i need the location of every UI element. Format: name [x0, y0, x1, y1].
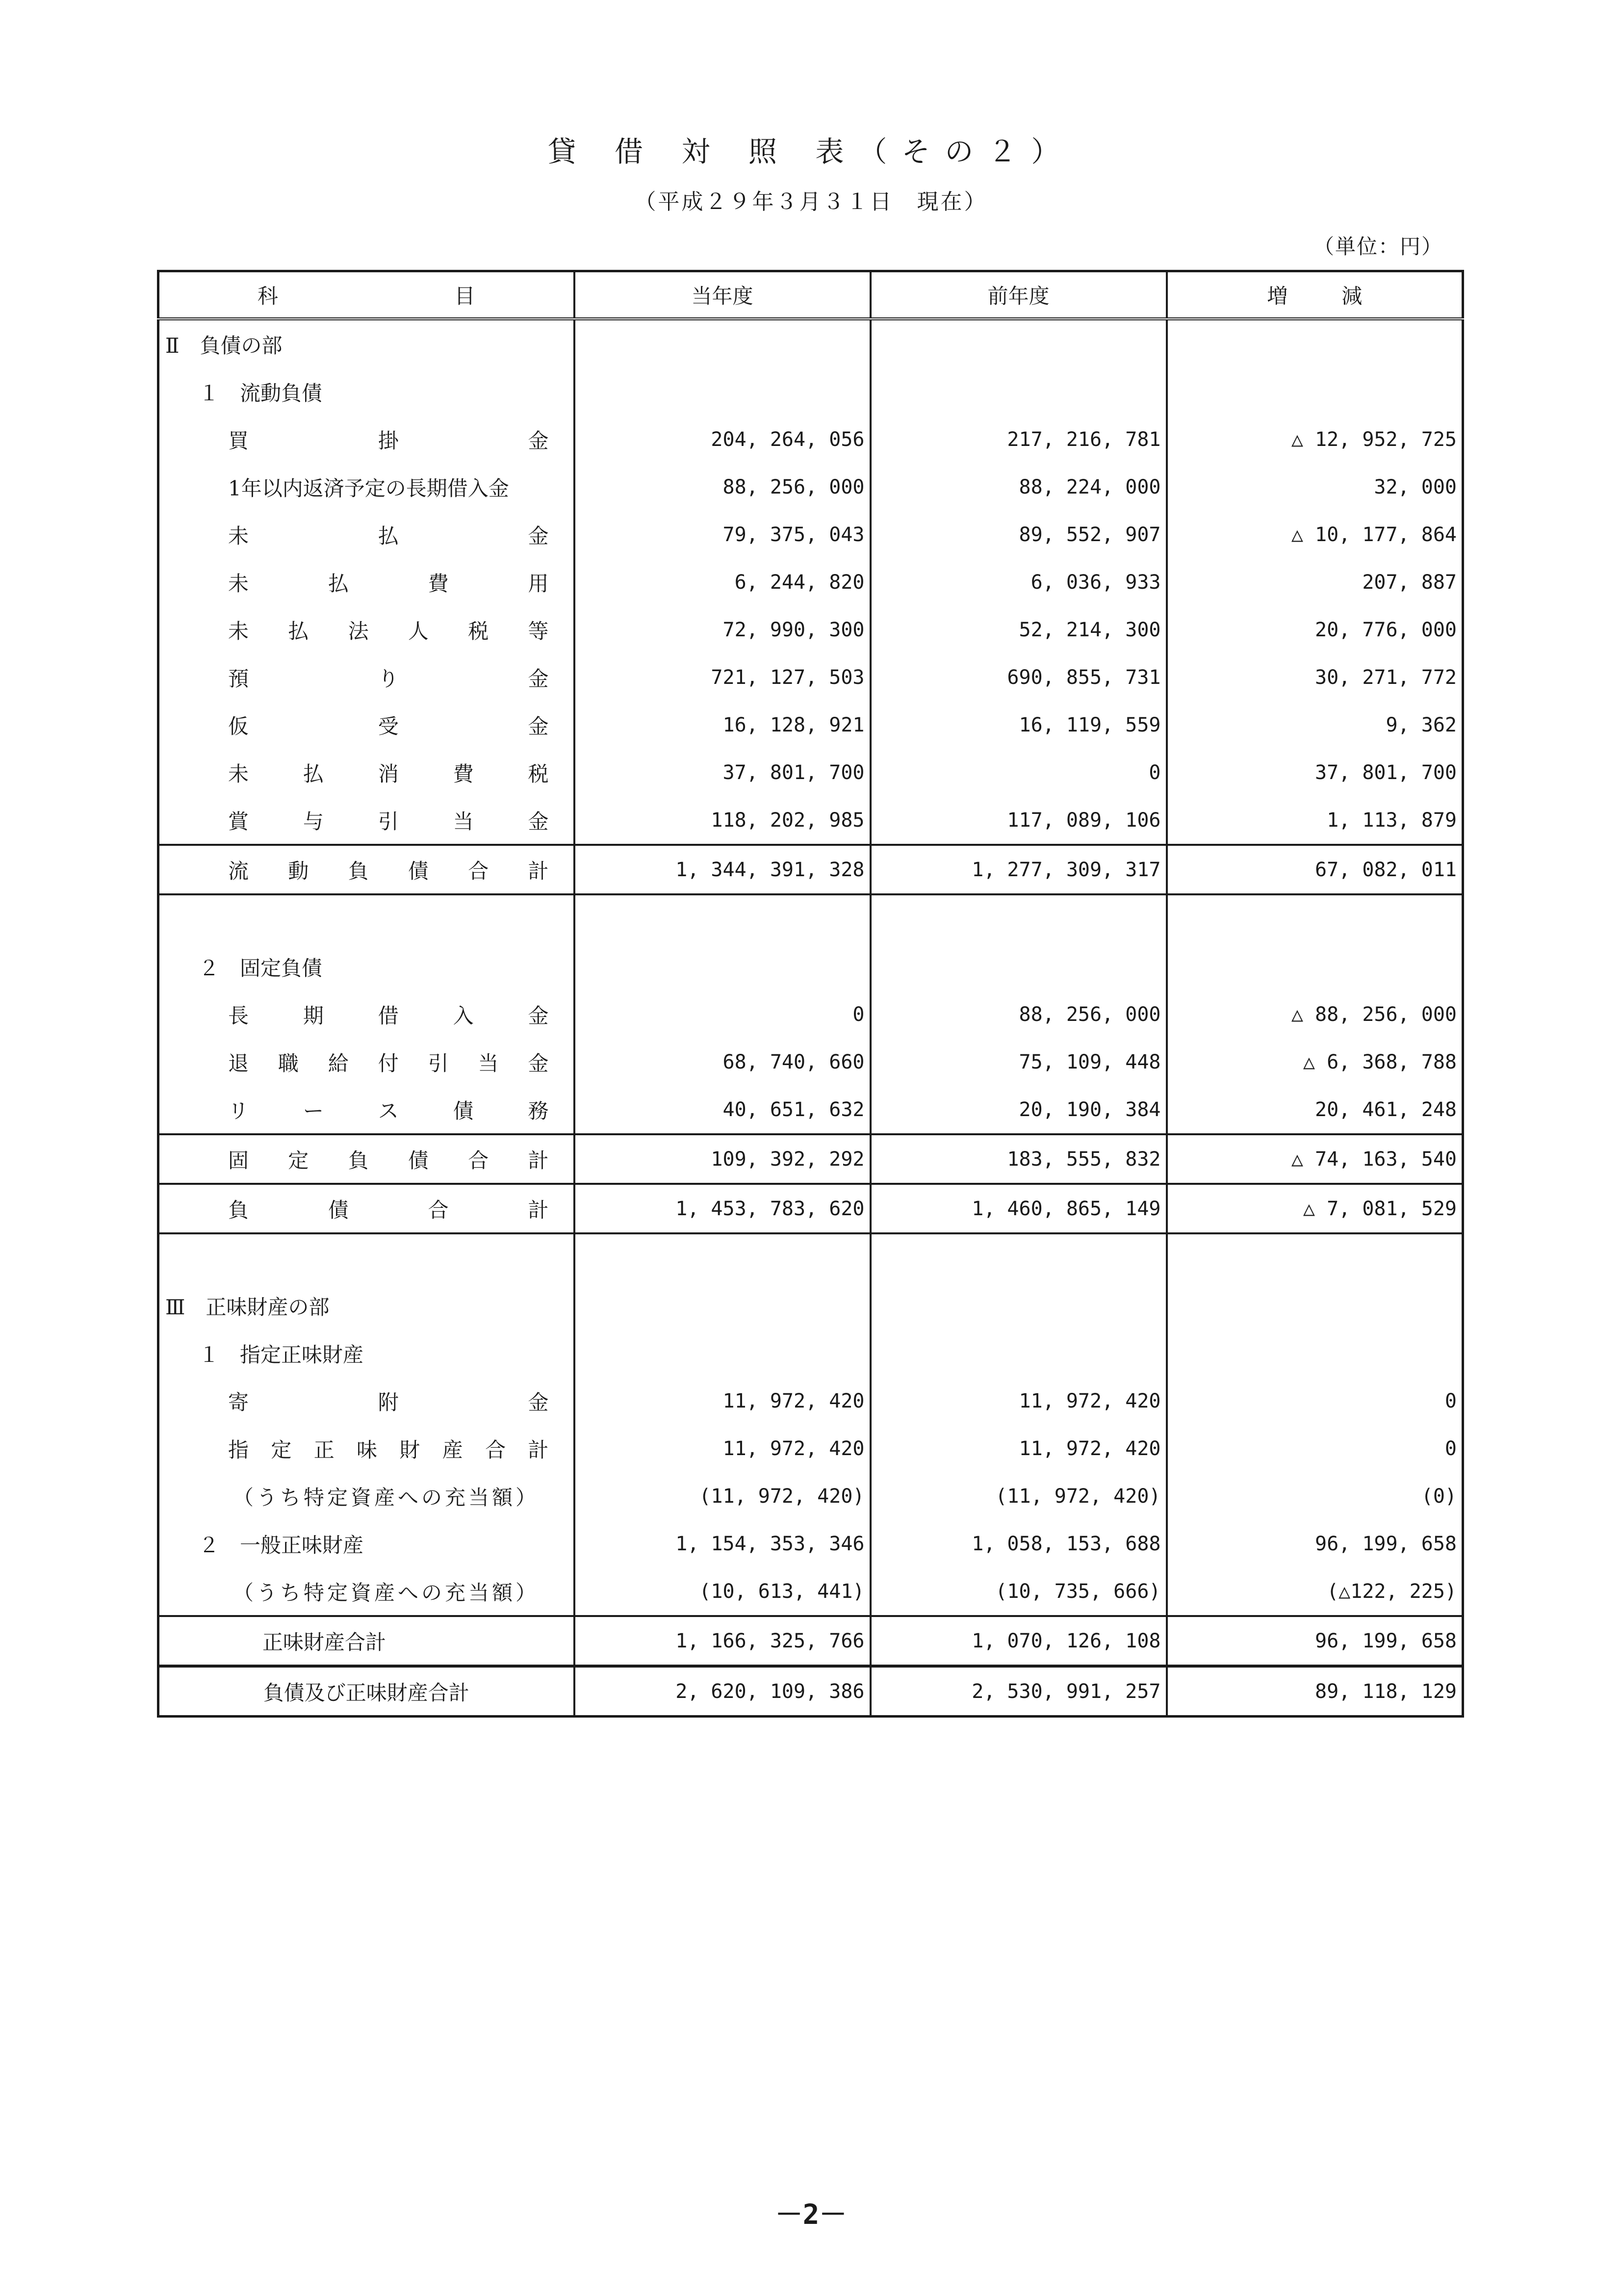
account-name: 負 債 合 計: [228, 1198, 549, 1222]
table-row: [158, 653, 1463, 701]
account-name-cell: [158, 991, 574, 1038]
current-year-cell: 721, 127, 503: [574, 653, 871, 701]
prior-year-cell: (11, 972, 420): [871, 1472, 1167, 1520]
prior-year-cell: [871, 943, 1167, 991]
table-row: [158, 1038, 1463, 1086]
change-cell: (△122, 225): [1167, 1567, 1463, 1616]
account-name-cell: [158, 1425, 574, 1472]
current-year-cell: 1, 154, 353, 346: [574, 1520, 871, 1567]
current-year-cell: 6, 244, 820: [574, 558, 871, 606]
account-name-cell: [158, 463, 574, 511]
current-year-cell: [574, 368, 871, 416]
table-row: [158, 796, 1463, 845]
account-name-cell: [158, 749, 574, 796]
table-row: [158, 1520, 1463, 1567]
current-year-cell: 68, 740, 660: [574, 1038, 871, 1086]
change-cell: [1167, 894, 1463, 943]
account-name-cell: [158, 416, 574, 463]
header-subject-2: 目: [454, 284, 475, 308]
prior-year-cell: 88, 224, 000: [871, 463, 1167, 511]
table-row: [158, 1377, 1463, 1425]
table-row: [158, 943, 1463, 991]
change-cell: [1167, 368, 1463, 416]
change-cell: [1167, 1233, 1463, 1282]
change-cell: △ 12, 952, 725: [1167, 416, 1463, 463]
account-name-cell: [158, 943, 574, 991]
account-name: ２ 固定負債: [199, 956, 323, 980]
prior-year-cell: 117, 089, 106: [871, 796, 1167, 845]
table-row: [158, 1616, 1463, 1666]
change-cell: [1167, 319, 1463, 368]
prior-year-cell: 1, 058, 153, 688: [871, 1520, 1167, 1567]
current-year-cell: 109, 392, 292: [574, 1134, 871, 1184]
prior-year-cell: 11, 972, 420: [871, 1425, 1167, 1472]
change-cell: △ 10, 177, 864: [1167, 511, 1463, 558]
account-name-cell: [158, 845, 574, 894]
current-year-cell: [574, 943, 871, 991]
account-name: 寄 附 金: [228, 1390, 549, 1414]
prior-year-cell: 52, 214, 300: [871, 606, 1167, 653]
header-subject-1: 科: [257, 284, 279, 308]
account-name-cell: [158, 653, 574, 701]
header-prior-year: 前年度: [871, 271, 1167, 319]
change-cell: (0): [1167, 1472, 1463, 1520]
change-cell: 9, 362: [1167, 701, 1463, 749]
current-year-cell: 204, 264, 056: [574, 416, 871, 463]
current-year-cell: 16, 128, 921: [574, 701, 871, 749]
table-row: [158, 991, 1463, 1038]
current-year-cell: 88, 256, 000: [574, 463, 871, 511]
prior-year-cell: 20, 190, 384: [871, 1086, 1167, 1134]
account-name-cell: [158, 1038, 574, 1086]
account-name-cell: [158, 1282, 574, 1330]
account-name-cell: [158, 1134, 574, 1184]
account-name-cell: [158, 796, 574, 845]
current-year-cell: 2, 620, 109, 386: [574, 1666, 871, 1717]
header-subject: [158, 271, 574, 319]
prior-year-cell: 183, 555, 832: [871, 1134, 1167, 1184]
account-name-cell: [158, 1330, 574, 1377]
prior-year-cell: [871, 1282, 1167, 1330]
change-cell: 67, 082, 011: [1167, 845, 1463, 894]
change-cell: 1, 113, 879: [1167, 796, 1463, 845]
prior-year-cell: [871, 368, 1167, 416]
current-year-cell: 118, 202, 985: [574, 796, 871, 845]
table-row: [158, 368, 1463, 416]
current-year-cell: [574, 1233, 871, 1282]
account-name: 退 職 給 付 引 当 金: [228, 1051, 549, 1075]
table-row: [158, 1134, 1463, 1184]
header-change: [1167, 271, 1463, 319]
change-cell: 20, 776, 000: [1167, 606, 1463, 653]
balance-sheet-table: [157, 270, 1464, 1718]
account-name: 長 期 借 入 金: [228, 1003, 549, 1028]
table-row: [158, 416, 1463, 463]
table-row: [158, 845, 1463, 894]
change-cell: 207, 887: [1167, 558, 1463, 606]
change-cell: 32, 000: [1167, 463, 1463, 511]
document-date: （平成２９年３月３１日 現在）: [634, 189, 988, 214]
current-year-cell: [574, 1282, 871, 1330]
table-row: [158, 1233, 1463, 1282]
current-year-cell: 1, 453, 783, 620: [574, 1184, 871, 1233]
account-name: 預 り 金: [228, 666, 549, 691]
prior-year-cell: 217, 216, 781: [871, 416, 1167, 463]
change-cell: 20, 461, 248: [1167, 1086, 1463, 1134]
account-name: 未 払 金: [228, 523, 549, 548]
account-name: リ ー ス 債 務: [228, 1098, 549, 1123]
table-row: [158, 558, 1463, 606]
account-name-cell: [158, 1086, 574, 1134]
header-current-year: 当年度: [574, 271, 871, 319]
current-year-cell: 79, 375, 043: [574, 511, 871, 558]
prior-year-cell: 11, 972, 420: [871, 1377, 1167, 1425]
prior-year-cell: 0: [871, 749, 1167, 796]
current-year-cell: (11, 972, 420): [574, 1472, 871, 1520]
table-row: [158, 1472, 1463, 1520]
account-name-cell: [158, 1233, 574, 1282]
prior-year-cell: [871, 1233, 1167, 1282]
table-row: [158, 511, 1463, 558]
account-name-cell: [158, 1377, 574, 1425]
current-year-cell: [574, 319, 871, 368]
prior-year-cell: 1, 460, 865, 149: [871, 1184, 1167, 1233]
change-cell: △ 6, 368, 788: [1167, 1038, 1463, 1086]
table-row: [158, 701, 1463, 749]
prior-year-cell: [871, 1330, 1167, 1377]
table-row: [158, 606, 1463, 653]
account-name-cell: [158, 1520, 574, 1567]
document-title: 貸 借 対 照 表（その２）: [547, 135, 1075, 168]
table-body: [158, 319, 1463, 1717]
account-name: １ 流動負債: [199, 381, 323, 405]
current-year-cell: 72, 990, 300: [574, 606, 871, 653]
change-cell: 89, 118, 129: [1167, 1666, 1463, 1717]
prior-year-cell: 690, 855, 731: [871, 653, 1167, 701]
header-change-2: 減: [1341, 284, 1363, 308]
change-cell: 96, 199, 658: [1167, 1520, 1463, 1567]
account-name-cell: [158, 511, 574, 558]
current-year-cell: 11, 972, 420: [574, 1377, 871, 1425]
current-year-cell: 1, 344, 391, 328: [574, 845, 871, 894]
prior-year-cell: 1, 070, 126, 108: [871, 1616, 1167, 1666]
current-year-cell: 1, 166, 325, 766: [574, 1616, 871, 1666]
table-row: [158, 1666, 1463, 1717]
table-row: [158, 1282, 1463, 1330]
prior-year-cell: 89, 552, 907: [871, 511, 1167, 558]
account-name-cell: [158, 368, 574, 416]
header-change-1: 増: [1267, 284, 1288, 308]
current-year-cell: [574, 1330, 871, 1377]
table-row: [158, 749, 1463, 796]
account-name: （うち特定資産への充当額）: [233, 1580, 540, 1605]
current-year-cell: 11, 972, 420: [574, 1425, 871, 1472]
account-name: １ 指定正味財産: [199, 1342, 364, 1367]
prior-year-cell: 16, 119, 559: [871, 701, 1167, 749]
account-name-cell: [158, 319, 574, 368]
change-cell: 37, 801, 700: [1167, 749, 1463, 796]
prior-year-cell: 88, 256, 000: [871, 991, 1167, 1038]
account-name: 未 払 法 人 税 等: [228, 619, 549, 643]
change-cell: [1167, 1282, 1463, 1330]
prior-year-cell: 6, 036, 933: [871, 558, 1167, 606]
prior-year-cell: [871, 894, 1167, 943]
current-year-cell: 37, 801, 700: [574, 749, 871, 796]
account-name: 流 動 負 債 合 計: [228, 859, 549, 883]
account-name-cell: [158, 558, 574, 606]
account-name: 1年以内返済予定の長期借入金: [228, 476, 509, 500]
account-name-cell: [158, 1616, 574, 1666]
account-name: （うち特定資産への充当額）: [233, 1485, 540, 1510]
page-number: －2－: [775, 2199, 847, 2231]
table-row: [158, 1330, 1463, 1377]
account-name: 未 払 消 費 税: [228, 761, 549, 786]
account-name: 指 定 正 味 財 産 合 計: [228, 1437, 549, 1462]
account-name: 固 定 負 債 合 計: [228, 1148, 549, 1173]
change-cell: △ 74, 163, 540: [1167, 1134, 1463, 1184]
table-row: [158, 1567, 1463, 1616]
account-name-cell: [158, 1567, 574, 1616]
current-year-cell: 0: [574, 991, 871, 1038]
prior-year-cell: [871, 319, 1167, 368]
table-header-row: [158, 271, 1463, 319]
current-year-cell: [574, 894, 871, 943]
account-name: 負債及び正味財産合計: [263, 1680, 469, 1705]
change-cell: 0: [1167, 1377, 1463, 1425]
account-name-cell: [158, 894, 574, 943]
prior-year-cell: (10, 735, 666): [871, 1567, 1167, 1616]
account-name: 正味財産合計: [262, 1630, 386, 1654]
prior-year-cell: 2, 530, 991, 257: [871, 1666, 1167, 1717]
account-name-cell: [158, 606, 574, 653]
prior-year-cell: 1, 277, 309, 317: [871, 845, 1167, 894]
table-row: [158, 319, 1463, 368]
account-name: 賞 与 引 当 金: [228, 809, 549, 834]
account-name: ２ 一般正味財産: [199, 1533, 364, 1557]
change-cell: △ 7, 081, 529: [1167, 1184, 1463, 1233]
account-name: 仮 受 金: [228, 714, 549, 738]
current-year-cell: (10, 613, 441): [574, 1567, 871, 1616]
table-row: [158, 1086, 1463, 1134]
change-cell: [1167, 1330, 1463, 1377]
table-row: [158, 1425, 1463, 1472]
table-row: [158, 463, 1463, 511]
account-name: Ⅱ 負債の部: [165, 333, 283, 358]
account-name: Ⅲ 正味財産の部: [165, 1295, 330, 1319]
table-row: [158, 1184, 1463, 1233]
prior-year-cell: 75, 109, 448: [871, 1038, 1167, 1086]
change-cell: 0: [1167, 1425, 1463, 1472]
change-cell: [1167, 943, 1463, 991]
unit-label: （単位：円）: [1313, 235, 1443, 259]
current-year-cell: 40, 651, 632: [574, 1086, 871, 1134]
change-cell: 30, 271, 772: [1167, 653, 1463, 701]
account-name-cell: [158, 1184, 574, 1233]
table-row: [158, 894, 1463, 943]
account-name-cell: [158, 1666, 574, 1717]
change-cell: △ 88, 256, 000: [1167, 991, 1463, 1038]
account-name-cell: [158, 1472, 574, 1520]
account-name-cell: [158, 701, 574, 749]
account-name: 買 掛 金: [228, 428, 549, 453]
account-name: 未 払 費 用: [228, 571, 549, 596]
change-cell: 96, 199, 658: [1167, 1616, 1463, 1666]
